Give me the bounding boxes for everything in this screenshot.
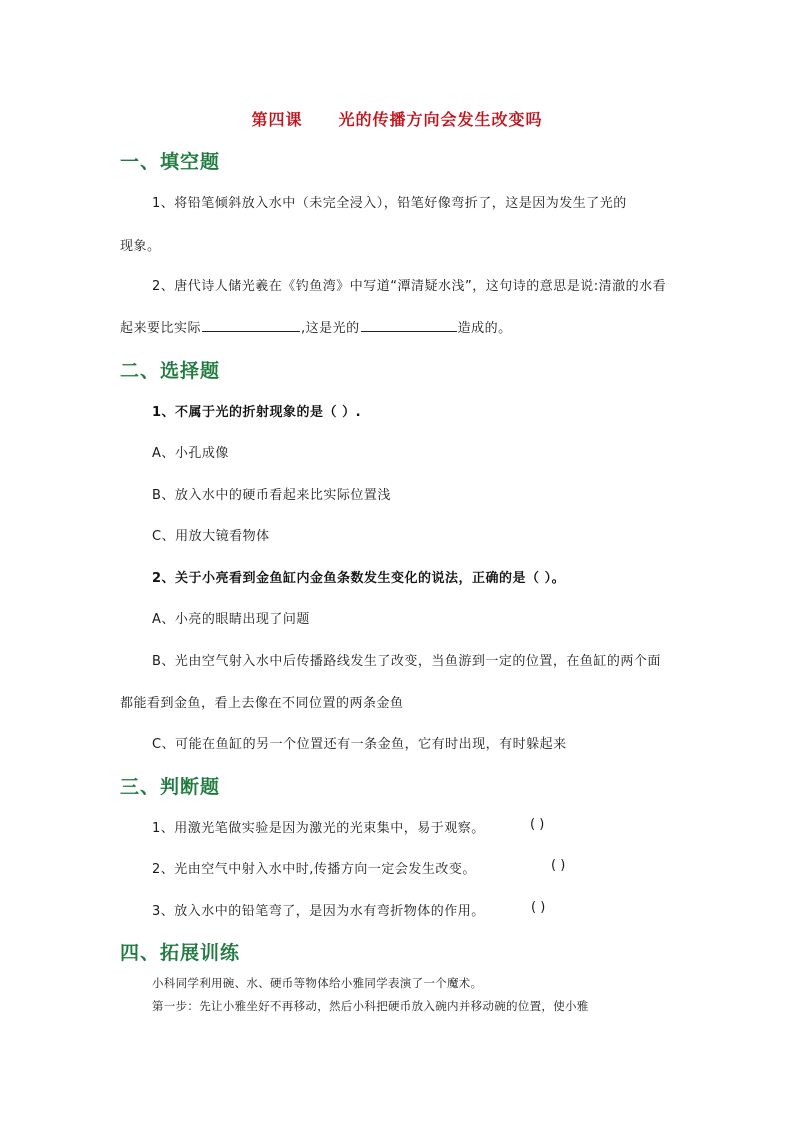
fill-q2-text-a: 起来要比实际 bbox=[120, 321, 202, 336]
judge-q1-answer-paren[interactable]: ( ) bbox=[530, 817, 545, 832]
choice-q1-option-c[interactable]: C、用放大镜看物体 bbox=[152, 529, 270, 544]
judge-q2-answer-paren[interactable]: ( ) bbox=[551, 858, 566, 873]
fill-q1-line2: 现象。 bbox=[120, 239, 161, 254]
choice-q2-option-c[interactable]: C、可能在鱼缸的另一个位置还有一条金鱼，它有时出现，有时躲起来 bbox=[152, 737, 567, 752]
extend-line2: 第一步：先让小雅坐好不再移动，然后小科把硬币放入碗内并移动碗的位置，使小雅 bbox=[152, 999, 589, 1013]
section-heading-fill-blank: 一、填空题 bbox=[120, 151, 221, 173]
fill-q2-line1: 2、唐代诗人储光羲在《钓鱼湾》中写道“潭清疑水浅”，这句诗的意思是说:清澈的水看 bbox=[152, 279, 667, 294]
section-heading-extend: 四、拓展训练 bbox=[120, 942, 241, 964]
choice-q1-option-b[interactable]: B、放入水中的硬币看起来比实际位置浅 bbox=[152, 488, 391, 503]
judge-q3: 3、放入水中的铅笔弯了，是因为水有弯折物体的作用。 bbox=[152, 904, 485, 919]
answer-blank-2[interactable] bbox=[361, 319, 457, 332]
judge-q1: 1、用激光笔做实验是因为激光的光束集中，易于观察。 bbox=[152, 821, 485, 836]
choice-q2-option-a[interactable]: A、小亮的眼睛出现了问题 bbox=[152, 612, 310, 627]
choice-q2: 2、关于小亮看到金鱼缸内金鱼条数发生变化的说法，正确的是（ ）。 bbox=[152, 571, 566, 586]
fill-q2-text-b: ,这是光的 bbox=[301, 321, 360, 336]
choice-q1: 1、不属于光的折射现象的是（ ）. bbox=[152, 405, 362, 420]
page-title bbox=[0, 107, 794, 130]
choice-q2-option-b-line1[interactable]: B、光由空气射入水中后传播路线发生了改变，当鱼游到一定的位置，在鱼缸的两个面 bbox=[152, 654, 661, 669]
section-heading-judge: 三、判断题 bbox=[120, 776, 221, 798]
choice-q1-option-a[interactable]: A、小孔成像 bbox=[152, 446, 229, 461]
extend-line1: 小科同学利用碗、水、硬币等物体给小雅同学表演了一个魔术。 bbox=[152, 976, 483, 990]
fill-q1-line1: 1、将铅笔倾斜放入水中（未完全浸入），铅笔好像弯折了，这是因为发生了光的 bbox=[152, 196, 627, 211]
choice-q2-option-b-line2[interactable]: 都能看到金鱼，看上去像在不同位置的两条金鱼 bbox=[120, 696, 404, 711]
section-heading-choice: 二、选择题 bbox=[120, 360, 221, 382]
lesson-title: 光的传播方向会发生改变吗 bbox=[338, 110, 543, 129]
judge-q3-answer-paren[interactable]: ( ) bbox=[531, 900, 546, 915]
fill-q2-text-c: 造成的。 bbox=[457, 321, 512, 336]
lesson-number: 第四课 bbox=[251, 110, 303, 129]
judge-q2: 2、光由空气中射入水中时,传播方向一定会发生改变。 bbox=[152, 862, 476, 877]
fill-q2-line2 bbox=[120, 317, 512, 336]
answer-blank-1[interactable] bbox=[202, 319, 300, 332]
